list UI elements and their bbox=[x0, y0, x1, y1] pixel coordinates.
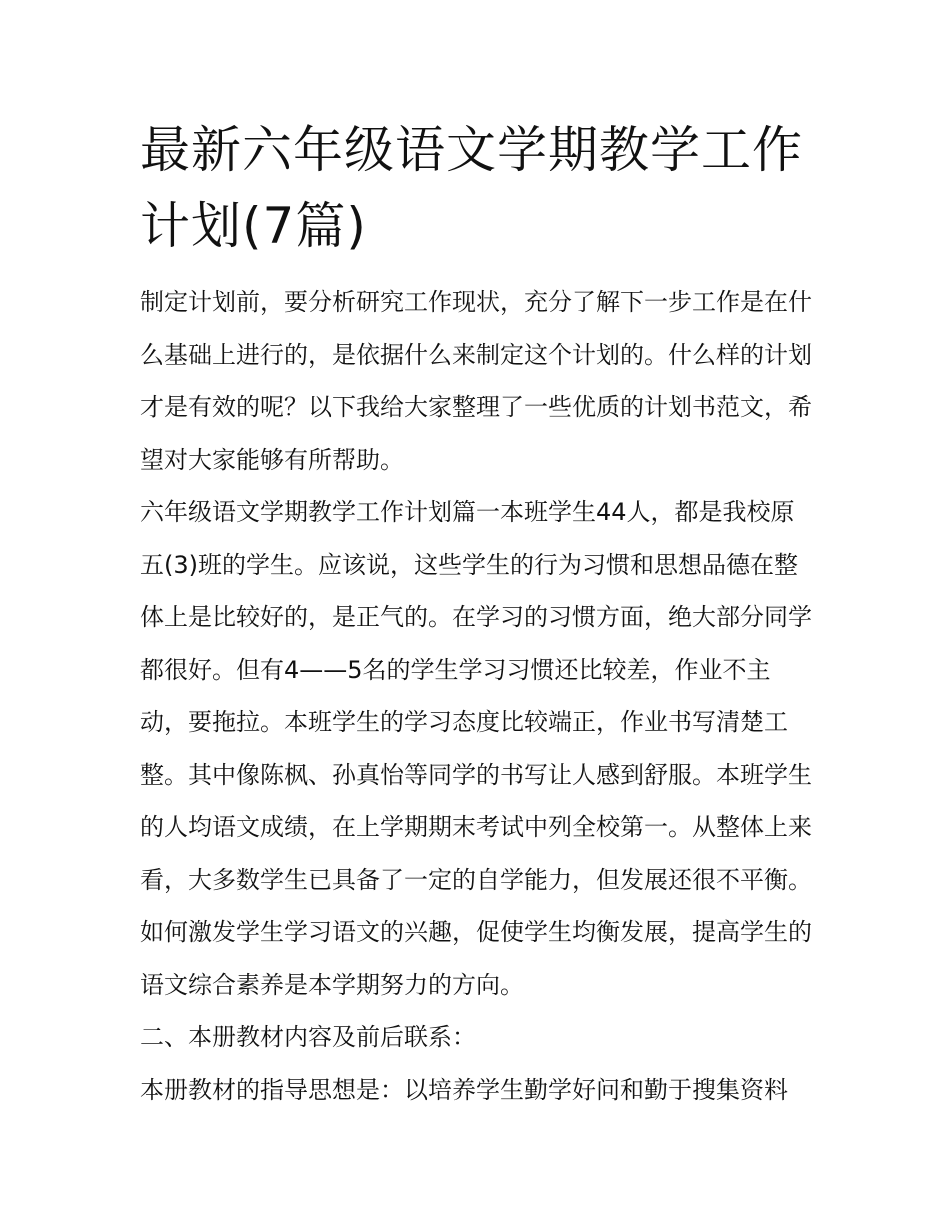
document-title: 最新六年级语文学期教学工作计划(7篇) bbox=[140, 121, 803, 255]
textbook-paragraph: 本册教材的指导思想是：以培养学生勤学好问和勤于搜集资料 bbox=[140, 1075, 788, 1104]
intro-paragraph: 制定计划前，要分析研究工作现状，充分了解下一步工作是在什么基础上进行的，是依据什么来制定这个计划的。什么样的计划才是有效的呢？以下我给大家整理了一些优质的计划书范文，希望对大家能够有所帮助。 bbox=[140, 288, 812, 474]
class-situation-paragraph: 六年级语文学期教学工作计划篇一本班学生44人，都是我校原五(3)班的学生。应该说，这些学生的行为习惯和思想品德在整体上是比较好的，是正气的。在学习的习惯方面，绝大部分同学都很好。但有4——5名的学生学习习惯还比较差，作业不主动，要拖拉。本班学生的学习态度比较端正，作业书写清楚工整。其中像陈枫、孙真怡等同学的书写让人感到舒服。本班学生的人均语文成绩，在上学期期末考试中列全校第一。从整体上来看，大多数学生已具备了一定的自学能力，但发展还很不平衡。如何激发学生学习语文的兴趣，促使学生均衡发展，提高学生的语文综合素养是本学期努力的方向。 bbox=[140, 498, 812, 999]
document-body bbox=[140, 276, 812, 1116]
section-heading: 二、本册教材内容及前后联系： bbox=[140, 1023, 476, 1051]
